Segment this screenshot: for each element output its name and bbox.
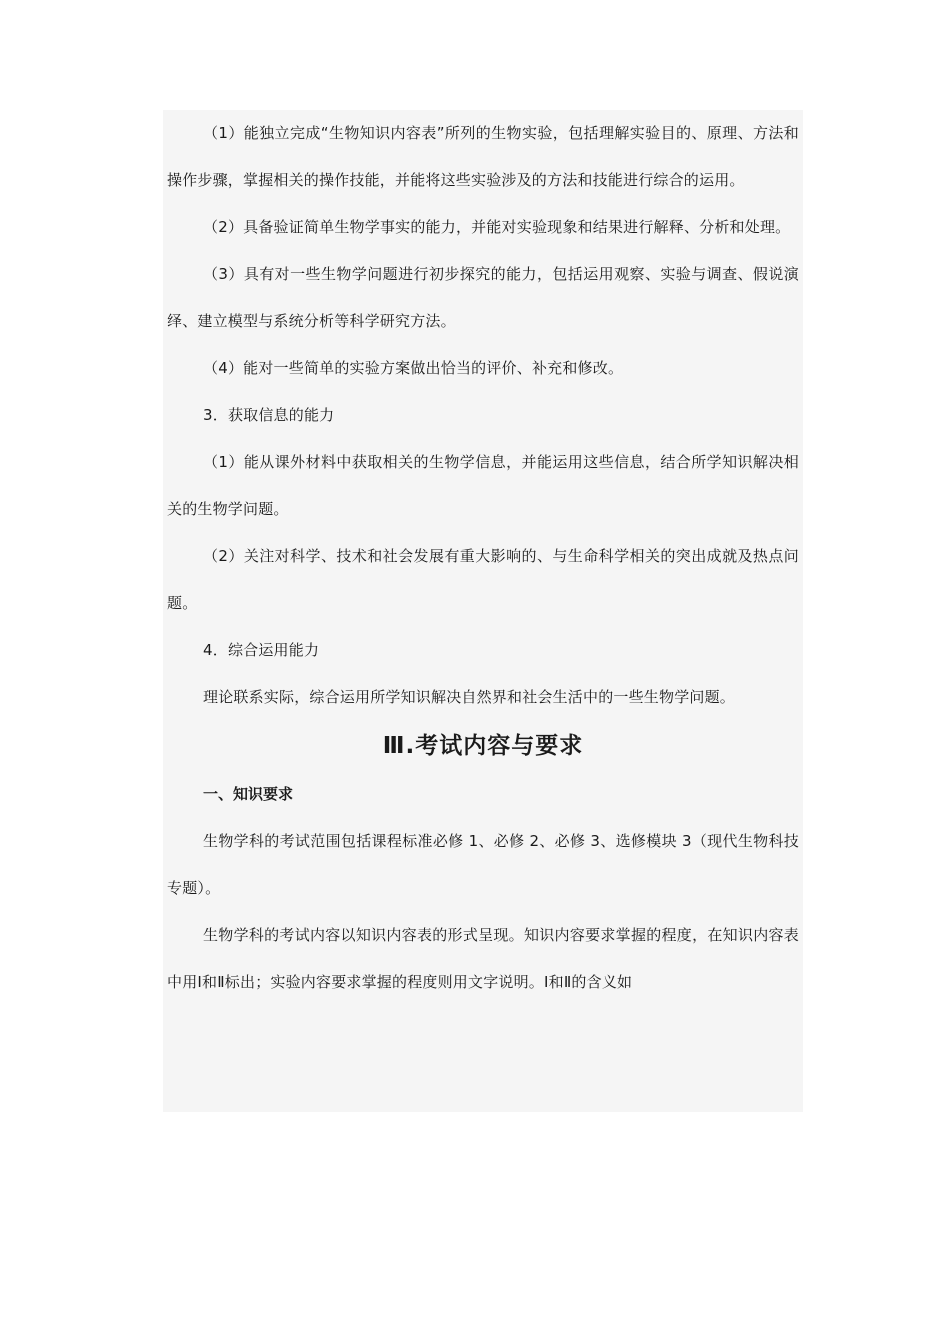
paragraph-experiment-1: （1）能独立完成“生物知识内容表”所列的生物实验，包括理解实验目的、原理、方法和操作步骤，掌握相关的操作技能，并能将这些实验涉及的方法和技能进行综合的运用。 (167, 124, 799, 189)
paragraph-exam-scope: 生物学科的考试范围包括课程标准必修 1、必修 2、必修 3、选修模块 3（现代生物科技专题）。 (167, 832, 799, 897)
document-content (163, 110, 803, 1112)
section-title-information: 3．获取信息的能力 (203, 406, 335, 424)
page-heading: Ⅲ.考试内容与要求 (382, 733, 584, 759)
knowledge-requirements-title: 一、知识要求 (203, 785, 294, 803)
paragraph-exam-content: 生物学科的考试内容以知识内容表的形式呈现。知识内容要求掌握的程度，在知识内容表中用Ⅰ和Ⅱ标出；实验内容要求掌握的程度则用文字说明。Ⅰ和Ⅱ的含义如 (167, 926, 799, 991)
paragraph-experiment-4: （4）能对一些简单的实验方案做出恰当的评价、补充和修改。 (203, 359, 624, 377)
paragraph-information-1: （1）能从课外材料中获取相关的生物学信息，并能运用这些信息，结合所学知识解决相关的生物学问题。 (167, 453, 799, 518)
paragraph-experiment-2: （2）具备验证简单生物学事实的能力，并能对实验现象和结果进行解释、分析和处理。 (203, 218, 791, 236)
section-title-application: 4．综合运用能力 (203, 641, 320, 659)
paragraph-application: 理论联系实际，综合运用所学知识解决自然界和社会生活中的一些生物学问题。 (203, 688, 736, 706)
paragraph-information-2: （2）关注对科学、技术和社会发展有重大影响的、与生命科学相关的突出成就及热点问题。 (167, 547, 799, 612)
paragraph-experiment-3: （3）具有对一些生物学问题进行初步探究的能力，包括运用观察、实验与调查、假说演绎、建立模型与系统分析等科学研究方法。 (167, 265, 799, 330)
